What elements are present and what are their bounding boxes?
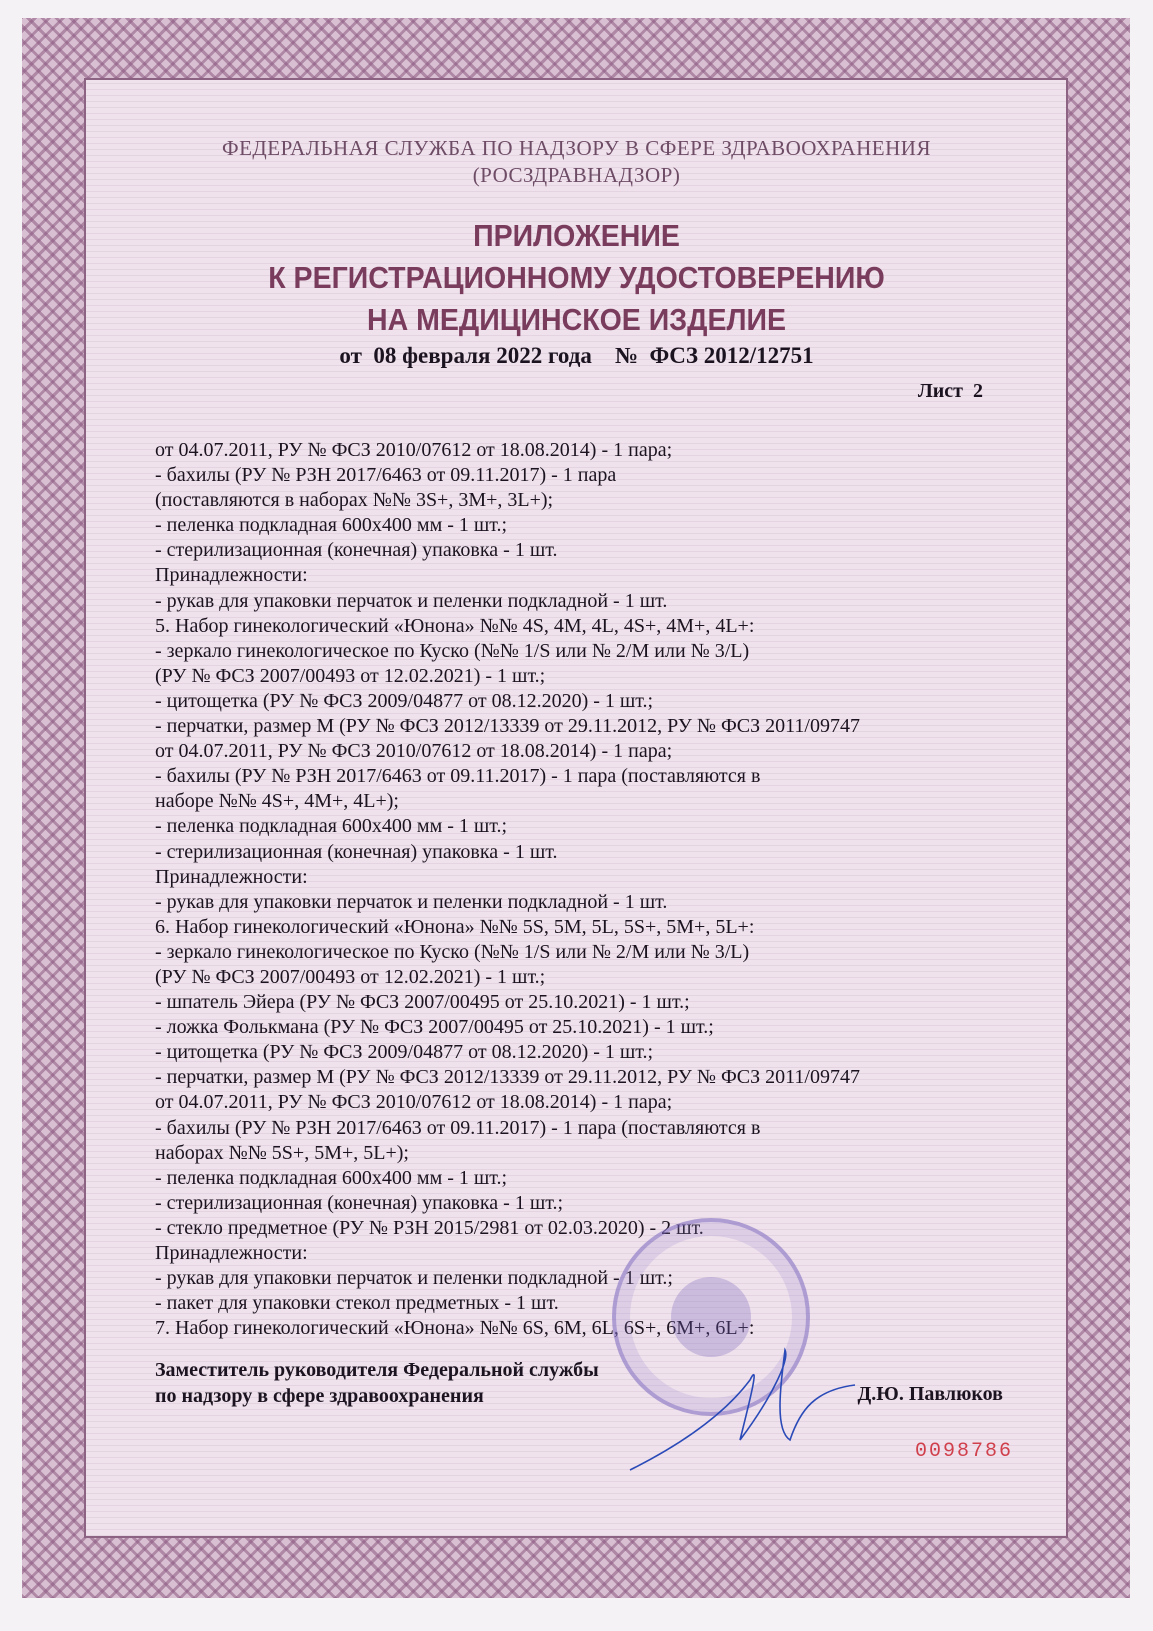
body-line: - пеленка подкладная 600х400 мм - 1 шт.; — [155, 514, 508, 537]
body-line: Принадлежности: — [155, 564, 308, 587]
body-line: - стекло предметное (РУ № РЗН 2015/2981 от 02.03.2020) - 2 шт. — [155, 1216, 704, 1239]
body-line: - цитощетка (РУ № ФСЗ 2009/04877 от 08.12.2020) - 1 шт.; — [155, 689, 654, 712]
position-line: по надзору в сфере здравоохранения — [155, 1385, 484, 1407]
body-line: - стерилизационная (конечная) упаковка - 1 шт.; — [155, 1191, 564, 1214]
document-body — [155, 438, 860, 1341]
body-line: (РУ № ФСЗ 2007/00493 от 12.02.2021) - 1 шт.; — [155, 664, 546, 687]
body-line: - шпатель Эйера (РУ № ФСЗ 2007/00495 от 25.10.2021) - 1 шт.; — [155, 991, 690, 1014]
document-title — [46, 215, 1107, 341]
title-line: К РЕГИСТРАЦИОННОМУ УДОСТОВЕРЕНИЮ — [268, 260, 885, 295]
body-line: - пеленка подкладная 600х400 мм - 1 шт.; — [155, 1166, 508, 1189]
body-line: от 04.07.2011, РУ № ФСЗ 2010/07612 от 18.08.2014) - 1 пара; — [155, 1091, 673, 1114]
body-line: - бахилы (РУ № РЗН 2017/6463 от 09.11.2017) - 1 пара — [155, 464, 617, 487]
body-line: - цитощетка (РУ № ФСЗ 2009/04877 от 08.12.2020) - 1 шт.; — [155, 1041, 654, 1064]
agency-short-name: (РОСЗДРАВНАДЗОР) — [472, 163, 681, 187]
position-line: Заместитель руководителя Федеральной службы — [155, 1359, 599, 1381]
body-line: - стерилизационная (конечная) упаковка - 1 шт. — [155, 539, 558, 562]
body-line: 7. Набор гинекологический «Юнона» №№ 6S, 6M, 6L, 6S+, 6M+, 6L+: — [155, 1317, 755, 1340]
body-line: - стерилизационная (конечная) упаковка - 1 шт. — [155, 840, 558, 863]
body-line: - ложка Фолькмана (РУ № ФСЗ 2007/00495 от 25.10.2021) - 1 шт.; — [155, 1016, 714, 1039]
body-line: - перчатки, размер М (РУ № ФСЗ 2012/13339 от 29.11.2012, РУ № ФСЗ 2011/09747 — [155, 715, 860, 738]
body-line: от 04.07.2011, РУ № ФСЗ 2010/07612 от 18.08.2014) - 1 пара; — [155, 439, 673, 461]
body-line: - бахилы (РУ № РЗН 2017/6463 от 09.11.2017) - 1 пара (поставляются в — [155, 765, 761, 788]
body-line: наборе №№ 4S+, 4M+, 4L+); — [155, 790, 399, 813]
body-line: - пакет для упаковки стекол предметных - 1 шт. — [155, 1292, 559, 1315]
title-line: НА МЕДИЦИНСКОЕ ИЗДЕЛИЕ — [366, 302, 787, 337]
body-line: - рукав для упаковки перчаток и пеленки подкладной - 1 шт.; — [155, 1267, 673, 1290]
sheet-number: Лист 2 — [917, 380, 983, 402]
body-line: 6. Набор гинекологический «Юнона» №№ 5S, 5M, 5L, 5S+, 5M+, 5L+: — [155, 915, 755, 938]
body-line: (поставляются в наборах №№ 3S+, 3M+, 3L+); — [155, 489, 554, 512]
body-line: наборах №№ 5S+, 5M+, 5L+); — [155, 1141, 409, 1164]
signatory-position — [155, 1357, 599, 1409]
title-line: ПРИЛОЖЕНИЕ — [473, 218, 680, 253]
body-line: - бахилы (РУ № РЗН 2017/6463 от 09.11.2017) - 1 пара (поставляются в — [155, 1116, 761, 1139]
body-line: - зеркало гинекологическое по Куско (№№ 1/S или № 2/M или № 3/L) — [155, 940, 750, 963]
body-line: Принадлежности: — [155, 1242, 308, 1264]
body-line: - зеркало гинекологическое по Куско (№№ 1/S или № 2/M или № 3/L) — [155, 639, 750, 662]
signatory-name: Д.Ю. Павлюков — [857, 1383, 1003, 1405]
body-line: - пеленка подкладная 600х400 мм - 1 шт.; — [155, 815, 508, 838]
body-line: от 04.07.2011, РУ № ФСЗ 2010/07612 от 18.08.2014) - 1 пара; — [155, 740, 673, 763]
body-line: 5. Набор гинекологический «Юнона» №№ 4S, 4M, 4L, 4S+, 4M+, 4L+: — [155, 614, 755, 637]
date-and-number: от 08 февраля 2022 года № ФСЗ 2012/12751 — [339, 343, 814, 368]
agency-name: ФЕДЕРАЛЬНАЯ СЛУЖБА ПО НАДЗОРУ В СФЕРЕ ЗДРАВООХРАНЕНИЯ — [222, 136, 931, 160]
body-line: - рукав для упаковки перчаток и пеленки подкладной - 1 шт. — [155, 589, 668, 612]
serial-number: 0098786 — [914, 1440, 1013, 1463]
body-line: Принадлежности: — [155, 865, 308, 888]
handwritten-signature — [600, 1340, 860, 1480]
body-line: - перчатки, размер М (РУ № ФСЗ 2012/13339 от 29.11.2012, РУ № ФСЗ 2011/09747 — [155, 1066, 860, 1089]
body-line: - рукав для упаковки перчаток и пеленки подкладной - 1 шт. — [155, 890, 668, 913]
body-line: (РУ № ФСЗ 2007/00493 от 12.02.2021) - 1 шт.; — [155, 965, 546, 988]
agency-header — [0, 135, 1153, 189]
